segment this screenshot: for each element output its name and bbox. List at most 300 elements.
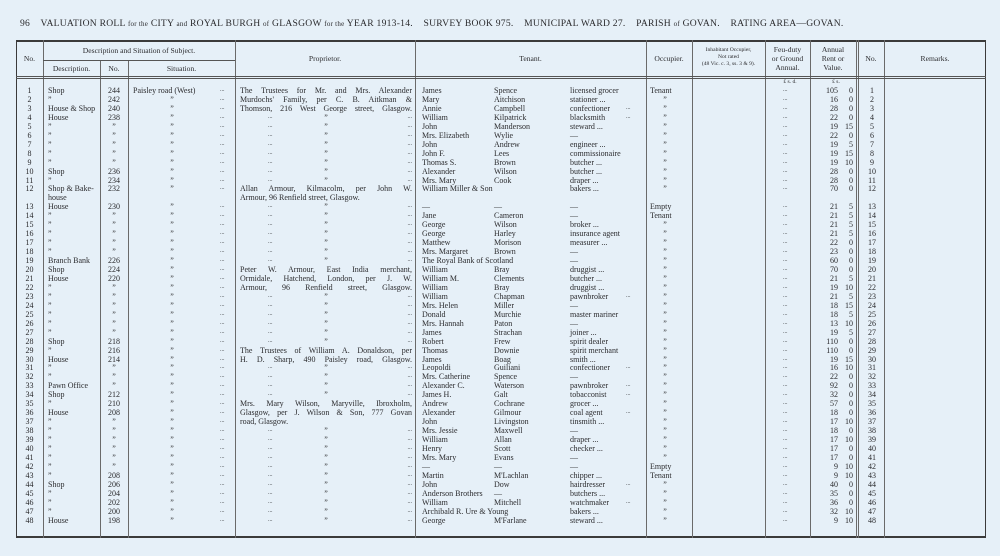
occupier-status: ” bbox=[663, 121, 667, 131]
description: House bbox=[48, 515, 69, 525]
tenant-surname: Andrew bbox=[494, 139, 520, 149]
situation: Paisley road (West) bbox=[133, 86, 196, 95]
tenant-surname: Chapman bbox=[494, 291, 525, 301]
street-number: ” bbox=[112, 372, 116, 382]
table-row bbox=[0, 167, 1000, 176]
row-number: 14 bbox=[25, 211, 34, 221]
row-number: 37 bbox=[25, 417, 34, 427]
tenant-surname: Evans bbox=[494, 452, 514, 462]
situation: ” bbox=[170, 470, 174, 480]
table-row bbox=[0, 462, 1000, 471]
rent-shillings: 0 bbox=[849, 256, 853, 266]
header-line: Value. bbox=[823, 63, 843, 72]
description: Pawn Office bbox=[48, 381, 89, 391]
row-number-right: 9 bbox=[870, 157, 874, 167]
row-number-right: 21 bbox=[868, 273, 876, 283]
tenant-occupation: coal agent bbox=[570, 408, 603, 418]
occupation-dots: ... bbox=[626, 409, 631, 416]
tenant-surname: Kilpatrick bbox=[494, 112, 527, 122]
table-row bbox=[0, 381, 1000, 390]
situation: ” bbox=[170, 220, 174, 230]
description: ” bbox=[48, 470, 52, 480]
rent-pounds: 19 bbox=[830, 121, 838, 131]
rent-shillings: 0 bbox=[849, 103, 853, 113]
title-part: CITY bbox=[150, 18, 174, 29]
street-number: ” bbox=[112, 211, 116, 221]
tenant-occupation: butchers ... bbox=[570, 488, 606, 498]
tenant-surname: Bray bbox=[494, 282, 510, 292]
rent-pounds: 21 bbox=[830, 202, 838, 212]
rent-shillings: 10 bbox=[845, 506, 853, 516]
description: ” bbox=[48, 488, 52, 498]
tenant-surname: — bbox=[494, 202, 502, 212]
row-number: 28 bbox=[25, 336, 34, 346]
tenant-surname: Manderson bbox=[494, 121, 530, 131]
occupier-status: ” bbox=[663, 506, 667, 516]
table-row bbox=[0, 229, 1000, 238]
situation-dots: ... bbox=[220, 248, 225, 255]
rent-shillings: 0 bbox=[849, 488, 853, 498]
description: ” bbox=[48, 175, 52, 185]
rent-pounds: 23 bbox=[830, 247, 838, 257]
tenant-surname: Spence bbox=[494, 372, 518, 382]
table-row bbox=[0, 355, 1000, 364]
situation: ” bbox=[170, 121, 174, 131]
rent-shillings: 10 bbox=[845, 157, 853, 167]
rent-pounds: 40 bbox=[830, 479, 838, 489]
occupier-status: ” bbox=[663, 444, 667, 453]
row-number: 2 bbox=[27, 94, 32, 104]
occupier-status: Empty bbox=[650, 202, 672, 212]
rent-pounds: 28 bbox=[830, 175, 838, 185]
col-header-number: No. bbox=[108, 64, 120, 73]
situation: ” bbox=[170, 435, 174, 445]
row-number: 34 bbox=[25, 390, 34, 400]
rent-pounds: 21 bbox=[830, 211, 838, 221]
proprietor: ... ” ... bbox=[240, 176, 412, 185]
tenant-occupation: butcher ... bbox=[570, 273, 602, 283]
tenant-surname: — bbox=[494, 488, 502, 498]
proprietor: ... ” ... bbox=[240, 372, 412, 381]
rent-shillings: 5 bbox=[849, 202, 853, 212]
row-number-right: 32 bbox=[868, 372, 876, 382]
description: ” bbox=[48, 291, 52, 301]
tenant-first-name: William bbox=[422, 497, 448, 507]
description: House bbox=[48, 273, 69, 283]
tenant-surname: Paton bbox=[494, 318, 513, 328]
feu-duty-dots: ... bbox=[783, 203, 788, 210]
situation: ” bbox=[170, 461, 174, 471]
tenant-first-name: George bbox=[422, 515, 446, 525]
occupier-status: ” bbox=[663, 515, 667, 525]
situation: ” bbox=[170, 103, 174, 113]
tenant-surname: Cook bbox=[494, 175, 512, 185]
table-row bbox=[0, 211, 1000, 220]
survey-book: SURVEY BOOK 975. bbox=[423, 18, 514, 29]
street-number: ” bbox=[112, 327, 116, 337]
rent-pounds: 22 bbox=[830, 372, 838, 382]
feu-duty-dots: ... bbox=[783, 248, 788, 255]
tenant-surname: Gilmour bbox=[494, 408, 522, 418]
description: ” bbox=[48, 121, 52, 131]
rent-pounds: 36 bbox=[830, 497, 838, 507]
tenant-occupation: — bbox=[570, 452, 578, 462]
tenant-surname: Wilson bbox=[494, 220, 517, 230]
table-row bbox=[0, 507, 1000, 516]
feu-duty-dots: ... bbox=[783, 176, 788, 183]
row-number: 9 bbox=[27, 157, 32, 167]
feu-duty-dots: ... bbox=[783, 274, 788, 281]
row-number-right: 31 bbox=[868, 363, 876, 373]
tenant-first-name: Archibald R. Ure & Young bbox=[422, 506, 509, 516]
row-number-right: 20 bbox=[868, 265, 876, 274]
tenant-occupation: — bbox=[570, 211, 578, 221]
rent-shillings: 5 bbox=[849, 139, 853, 149]
street-number: ” bbox=[112, 452, 116, 462]
rent-pounds: 17 bbox=[830, 417, 838, 427]
proprietor: road, Glasgow. bbox=[240, 417, 289, 427]
street-number: ” bbox=[112, 444, 116, 453]
street-number: ” bbox=[112, 309, 116, 319]
row-number-right: 23 bbox=[868, 291, 876, 301]
header-divider bbox=[16, 76, 986, 77]
occupier-status: ” bbox=[663, 247, 667, 257]
description: ” bbox=[48, 148, 52, 158]
rent-pounds: 18 bbox=[830, 426, 838, 436]
rent-pounds: 22 bbox=[830, 130, 838, 140]
row-number-right: 11 bbox=[868, 175, 876, 185]
situation-dots: ... bbox=[220, 122, 225, 129]
row-number: 30 bbox=[25, 354, 34, 364]
row-number-right: 47 bbox=[868, 506, 876, 516]
street-number: ” bbox=[112, 363, 116, 373]
tenant-surname: Guiliani bbox=[494, 363, 521, 373]
rent-shillings: 0 bbox=[849, 265, 853, 274]
feu-duty-dots: ... bbox=[783, 212, 788, 219]
row-number: 48 bbox=[25, 515, 34, 525]
tenant-surname: Wilson bbox=[494, 166, 517, 176]
row-number-right: 30 bbox=[868, 354, 876, 364]
occupier-status: ” bbox=[663, 408, 667, 418]
situation-dots: ... bbox=[220, 507, 225, 514]
row-number: 7 bbox=[27, 139, 32, 149]
header-line: Rent or bbox=[821, 54, 845, 63]
occupier-status: ” bbox=[663, 363, 667, 373]
street-number: 214 bbox=[108, 354, 120, 364]
rent-shillings: 0 bbox=[849, 408, 853, 418]
occupier-status: Tenant bbox=[650, 470, 672, 480]
rent-shillings: 0 bbox=[849, 184, 853, 194]
row-number: 23 bbox=[25, 291, 34, 301]
rent-pounds: 57 bbox=[830, 399, 838, 409]
situation-dots: ... bbox=[220, 292, 225, 299]
col-header-occupier: Occupier. bbox=[654, 54, 684, 63]
situation-dots: ... bbox=[220, 382, 225, 389]
row-number: 24 bbox=[25, 300, 34, 310]
tenant-first-name: Henry bbox=[422, 444, 442, 453]
row-number: 25 bbox=[25, 309, 34, 319]
situation-dots: ... bbox=[220, 158, 225, 165]
tenant-first-name: Martin bbox=[422, 470, 444, 480]
proprietor: Armour, 96 Renfield street, Glasgow. bbox=[240, 282, 412, 292]
tenant-first-name: John bbox=[422, 417, 438, 427]
tenant-occupation: spirit merchant bbox=[570, 345, 619, 355]
rent-pounds: 35 bbox=[830, 488, 838, 498]
tenant-surname: Downie bbox=[494, 345, 520, 355]
description: House & Shop bbox=[48, 103, 96, 113]
street-number: ” bbox=[112, 238, 116, 248]
tenant-first-name: Thomas S. bbox=[422, 157, 457, 167]
proprietor: H. D. Sharp, 490 Paisley road, Glasgow. bbox=[240, 354, 412, 364]
row-number-right: 10 bbox=[868, 166, 876, 176]
street-number: 242 bbox=[108, 94, 120, 104]
tenant-surname: Aitchison bbox=[494, 94, 526, 104]
street-number: ” bbox=[112, 220, 116, 230]
table-row bbox=[0, 346, 1000, 355]
situation-dots: ... bbox=[220, 364, 225, 371]
row-number: 41 bbox=[25, 452, 34, 462]
occupier-status: ” bbox=[663, 184, 667, 194]
tenant-first-name: Mrs. Mary bbox=[422, 452, 457, 462]
description: Shop bbox=[48, 86, 65, 95]
proprietor: Armour, 96 Renfield street, Glasgow. bbox=[240, 193, 360, 203]
table-row bbox=[0, 220, 1000, 229]
description: House bbox=[48, 408, 69, 418]
tenant-occupation: measurer ... bbox=[570, 238, 608, 248]
tenant-surname: Maxwell bbox=[494, 426, 523, 436]
row-number: 12 bbox=[25, 184, 34, 194]
table-row bbox=[0, 444, 1000, 453]
table-row bbox=[0, 319, 1000, 328]
table-row bbox=[0, 337, 1000, 346]
description: Shop bbox=[48, 336, 65, 346]
occupation-dots: ... bbox=[626, 480, 631, 487]
description: ” bbox=[48, 461, 52, 471]
row-number-right: 18 bbox=[868, 247, 876, 257]
tenant-first-name: Robert bbox=[422, 336, 444, 346]
rent-pounds: 110 bbox=[826, 336, 838, 346]
row-number-right: 48 bbox=[868, 515, 876, 525]
tenant-occupation: steward ... bbox=[570, 515, 603, 525]
occupier-status: ” bbox=[663, 175, 667, 185]
feu-duty-dots: ... bbox=[783, 489, 788, 496]
tenant-first-name: Mrs. Margaret bbox=[422, 247, 469, 257]
feu-duty-dots: ... bbox=[783, 507, 788, 514]
occupier-status: ” bbox=[663, 488, 667, 498]
description: ” bbox=[48, 309, 52, 319]
proprietor: ... ” ... bbox=[240, 122, 412, 131]
tenant-first-name: James bbox=[422, 354, 442, 364]
table-row bbox=[0, 247, 1000, 256]
row-number: 5 bbox=[27, 121, 32, 131]
table-row bbox=[0, 408, 1000, 417]
situation: ” bbox=[170, 506, 174, 516]
proprietor: ... ” ... bbox=[240, 444, 412, 453]
tenant-first-name: William bbox=[422, 435, 448, 445]
row-number: 19 bbox=[25, 256, 34, 266]
situation-dots: ... bbox=[220, 471, 225, 478]
description: ” bbox=[48, 372, 52, 382]
street-number: ” bbox=[112, 461, 116, 471]
occupier-status: ” bbox=[663, 372, 667, 382]
tenant-first-name: Andrew bbox=[422, 399, 448, 409]
situation: ” bbox=[170, 381, 174, 391]
tenant-surname: Brown bbox=[494, 247, 516, 257]
description: ” bbox=[48, 363, 52, 373]
proprietor: ... ” ... bbox=[240, 131, 412, 140]
occupier-status: ” bbox=[663, 309, 667, 319]
col-header-group: Description and Situation of Subject. bbox=[82, 46, 196, 55]
situation: ” bbox=[170, 497, 174, 507]
table-row bbox=[0, 310, 1000, 319]
occupier-status: ” bbox=[663, 291, 667, 301]
tenant-surname: Harley bbox=[494, 229, 516, 239]
tenant-occupation: watchmaker bbox=[570, 497, 610, 507]
street-number: 198 bbox=[108, 515, 120, 525]
rent-shillings: 0 bbox=[849, 86, 853, 95]
col-header-situation: Situation. bbox=[166, 64, 197, 73]
tenant-occupation: — bbox=[570, 372, 578, 382]
occupier-status: ” bbox=[663, 220, 667, 230]
street-number: 200 bbox=[108, 506, 120, 516]
street-number: 240 bbox=[108, 103, 120, 113]
table-row bbox=[0, 435, 1000, 444]
situation-dots: ... bbox=[220, 131, 225, 138]
tenant-occupation: — bbox=[570, 461, 578, 471]
tenant-surname: Murchie bbox=[494, 309, 522, 319]
row-number-right: 14 bbox=[868, 211, 876, 221]
rent-shillings: 15 bbox=[845, 148, 853, 158]
occupier-status: ” bbox=[663, 345, 667, 355]
occupier-status: ” bbox=[663, 354, 667, 364]
proprietor: ... ” ... bbox=[240, 211, 412, 220]
proprietor: ... ” ... bbox=[240, 381, 412, 390]
occupier-status: ” bbox=[663, 273, 667, 283]
situation: ” bbox=[170, 444, 174, 453]
row-number: 42 bbox=[25, 461, 34, 471]
tenant-first-name: William bbox=[422, 265, 448, 274]
street-number: ” bbox=[112, 381, 116, 391]
street-number: 204 bbox=[108, 488, 120, 498]
situation-dots: ... bbox=[220, 274, 225, 281]
situation-dots: ... bbox=[220, 140, 225, 147]
tenant-occupation: — bbox=[570, 318, 578, 328]
row-number: 45 bbox=[25, 488, 34, 498]
proprietor: ... ” ... bbox=[240, 390, 412, 399]
description: ” bbox=[48, 399, 52, 409]
description: ” bbox=[48, 318, 52, 328]
tenant-first-name: Mary bbox=[422, 94, 440, 104]
street-number: ” bbox=[112, 291, 116, 301]
description: ” bbox=[48, 444, 52, 453]
tenant-first-name: William bbox=[422, 112, 448, 122]
proprietor: Murdochs' Family, per C. B. Aitkman & bbox=[240, 94, 412, 104]
situation: ” bbox=[170, 291, 174, 301]
row-number-right: 35 bbox=[868, 399, 876, 409]
street-number: 218 bbox=[108, 336, 120, 346]
description: ” bbox=[48, 130, 52, 140]
street-number: ” bbox=[112, 417, 116, 427]
table-row bbox=[0, 193, 1000, 202]
tenant-first-name: William bbox=[422, 291, 448, 301]
description: ” bbox=[48, 229, 52, 239]
tenant-first-name: William Miller & Son bbox=[422, 184, 493, 194]
occupier-status: ” bbox=[663, 229, 667, 239]
feu-duty-dots: ... bbox=[783, 409, 788, 416]
tenant-surname: Miller bbox=[494, 300, 514, 310]
street-number: 226 bbox=[108, 256, 120, 266]
tenant-occupation: — bbox=[570, 300, 578, 310]
situation-dots: ... bbox=[220, 239, 225, 246]
row-number-right: 41 bbox=[868, 452, 876, 462]
rent-pounds: 19 bbox=[830, 327, 838, 337]
street-number: 236 bbox=[108, 166, 120, 176]
situation-dots: ... bbox=[220, 95, 225, 102]
feu-duty-dots: ... bbox=[783, 364, 788, 371]
row-number-right: 37 bbox=[868, 417, 876, 427]
tenant-surname: Bray bbox=[494, 265, 510, 274]
row-number: 29 bbox=[25, 345, 34, 355]
tenant-first-name: Alexander bbox=[422, 408, 456, 418]
row-number: 46 bbox=[25, 497, 34, 507]
row-number-right: 42 bbox=[868, 461, 876, 471]
rent-shillings: 10 bbox=[845, 282, 853, 292]
parish: PARISH bbox=[636, 18, 671, 29]
col-header-feu-duty bbox=[765, 45, 810, 72]
tenant-surname: Boag bbox=[494, 354, 511, 364]
description: House bbox=[48, 112, 69, 122]
situation: ” bbox=[170, 399, 174, 409]
tenant-occupation: — bbox=[570, 247, 578, 257]
situation: ” bbox=[170, 273, 174, 283]
tenant-first-name: George bbox=[422, 220, 446, 230]
row-number: 38 bbox=[25, 426, 34, 436]
table-row bbox=[0, 256, 1000, 265]
feu-duty-dots: ... bbox=[783, 266, 788, 272]
rent-shillings: 0 bbox=[849, 94, 853, 104]
tenant-first-name: George bbox=[422, 229, 446, 239]
proprietor: ... ” ... bbox=[240, 435, 412, 444]
table-row bbox=[0, 184, 1000, 193]
situation-dots: ... bbox=[220, 310, 225, 317]
rent-pounds: 19 bbox=[830, 282, 838, 292]
feu-duty-dots: ... bbox=[783, 87, 788, 93]
rent-pounds: 18 bbox=[830, 309, 838, 319]
rent-shillings: 15 bbox=[845, 354, 853, 364]
rent-shillings: 0 bbox=[849, 372, 853, 382]
feu-duty-dots: ... bbox=[783, 471, 788, 478]
header-line: (48 Vic. c. 3, ss. 3 & 9). bbox=[701, 61, 756, 67]
rent-pounds: 17 bbox=[830, 435, 838, 445]
tenant-occupation: — bbox=[570, 426, 578, 436]
situation-dots: ... bbox=[220, 104, 225, 111]
tenant-occupation: — bbox=[570, 130, 578, 140]
row-number: 32 bbox=[25, 372, 34, 382]
tenant-first-name: The Royal Bank of Scotland bbox=[422, 256, 514, 266]
row-number-right: 26 bbox=[868, 318, 876, 328]
row-number: 8 bbox=[27, 148, 32, 158]
description: ” bbox=[48, 220, 52, 230]
row-number-right: 46 bbox=[868, 497, 876, 507]
situation-dots: ... bbox=[220, 230, 225, 237]
situation: ” bbox=[170, 515, 174, 525]
occupier-status: ” bbox=[663, 336, 667, 346]
tenant-first-name: William M. bbox=[422, 273, 460, 283]
rent-shillings: 5 bbox=[849, 309, 853, 319]
situation-dots: ... bbox=[220, 480, 225, 487]
tenant-first-name: — bbox=[422, 202, 430, 212]
col-header-remarks: Remarks. bbox=[920, 54, 950, 63]
